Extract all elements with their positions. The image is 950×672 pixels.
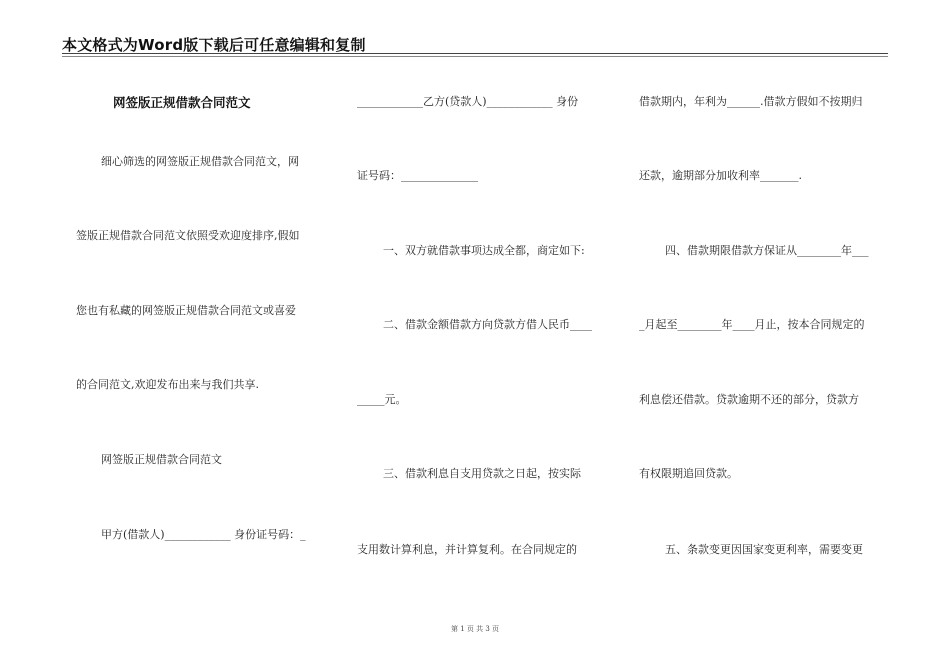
paragraph-line: 有权限期追回贷款。 xyxy=(639,467,738,480)
paragraph-line: 一、双方就借款事项达成全都，商定如下: xyxy=(383,244,585,257)
paragraph-line: 支用数计算利息，并计算复利。在合同规定的 xyxy=(357,543,577,556)
paragraph-line: 利息偿还借款。贷款逾期不还的部分，贷款方 xyxy=(639,393,859,406)
paragraph-line: ____________乙方(贷款人)____________ 身份 xyxy=(357,95,579,108)
section-heading: 网签版正规借款合同范文 xyxy=(101,453,222,466)
paragraph-line: 甲方(借款人)____________ 身份证号码：_ xyxy=(101,528,306,541)
paragraph-line: 五、条款变更因国家变更利率，需要变更 xyxy=(665,543,863,556)
banner-rule-top xyxy=(62,53,888,54)
banner-rule-bottom xyxy=(62,56,888,57)
paragraph-line: _____元。 xyxy=(357,393,407,406)
paragraph-line: 二、借款金额借款方向贷款方借人民币____ xyxy=(383,318,592,331)
page-indicator: 第 1 页 共 3 页 xyxy=(450,625,500,633)
paragraph-line: 的合同范文,欢迎发布出来与我们共享. xyxy=(76,378,259,391)
paragraph-line: 证号码：______________ xyxy=(357,169,478,182)
paragraph-line: _月起至________年____月止，按本合同规定的 xyxy=(639,318,865,331)
paragraph-line: 还款，逾期部分加收利率_______. xyxy=(639,169,802,182)
paragraph-line: 签版正规借款合同范文依照受欢迎度排序,假如 xyxy=(76,229,300,242)
paragraph-line: 借款期内，年利为______.借款方假如不按期归 xyxy=(639,95,863,108)
paragraph-line: 三、借款利息自支用贷款之日起，按实际 xyxy=(383,467,581,480)
document-title: 网签版正规借款合同范文 xyxy=(113,95,251,110)
paragraph-line: 四、借款期限借款方保证从________年___ xyxy=(665,244,869,257)
paragraph-line: 您也有私藏的网签版正规借款合同范文或喜爱 xyxy=(76,304,296,317)
paragraph-line: 细心筛选的网签版正规借款合同范文，网 xyxy=(101,155,299,168)
page-banner: 本文格式为Word版下载后可任意编辑和复制 xyxy=(62,36,366,54)
